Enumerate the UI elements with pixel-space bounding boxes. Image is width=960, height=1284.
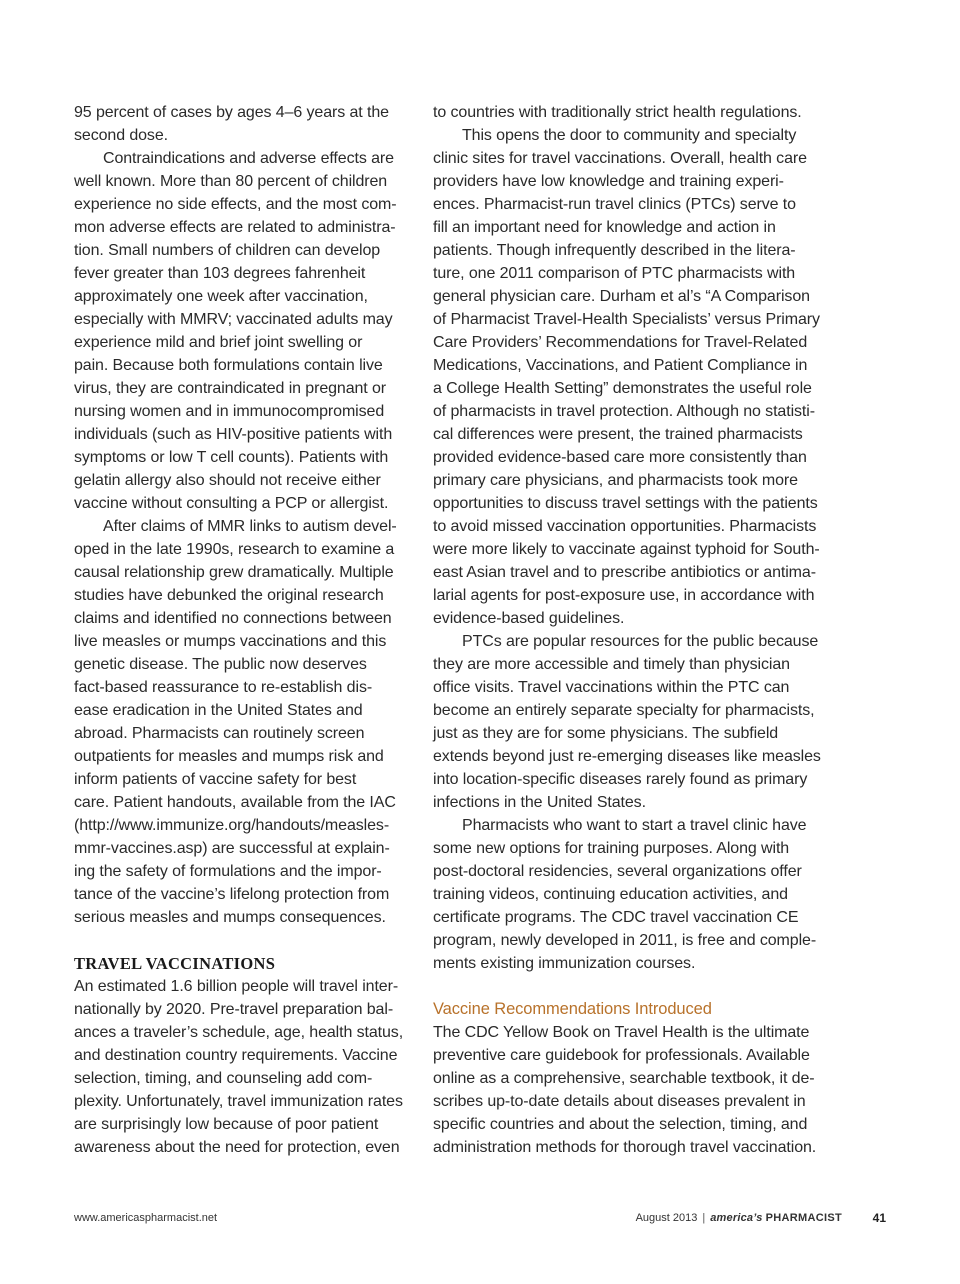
paragraph-line: After claims of MMR links to autism devel- (103, 518, 397, 535)
paragraph-line: program, newly developed in 2011, is free and comple- (433, 932, 817, 949)
paragraph-line: of pharmacists in travel protection. Although no statisti- (433, 403, 815, 420)
paragraph-line: ences. Pharmacist-run travel clinics (PTCs) serve to (433, 196, 796, 213)
paragraph-line: of Pharmacist Travel-Health Specialists’ versus Primary (433, 311, 820, 328)
page-number: 41 (872, 1211, 886, 1225)
paragraph-line: ease eradication in the United States and (74, 702, 363, 719)
right-column (433, 101, 843, 1159)
paragraph-line: mon adverse effects are related to administra- (74, 219, 396, 236)
footer-date: August 2013 (635, 1212, 698, 1224)
paragraph-line: tance of the vaccine’s lifelong protection from (74, 886, 390, 903)
paragraph-line: Medications, Vaccinations, and Patient Compliance in (433, 357, 808, 374)
paragraph-line: extends beyond just re-emerging diseases like measles (433, 748, 821, 765)
paragraph-line: inform patients of vaccine safety for best (74, 771, 357, 788)
paragraph-line: live measles or mumps vaccinations and this (74, 633, 387, 650)
paragraph-line: certificate programs. The CDC travel vaccination CE (433, 909, 799, 926)
paragraph-line: training videos, continuing education activities, and (433, 886, 788, 903)
footer-website: www.americaspharmacist.net (74, 1212, 218, 1224)
paragraph-line: become an entirely separate specialty for pharmacists, (433, 702, 815, 719)
paragraph-line: ing the safety of formulations and the impor- (74, 863, 382, 880)
paragraph-line: just as they are for some physicians. The subfield (433, 725, 779, 742)
paragraph-line: opportunities to discuss travel settings with the patients (433, 495, 818, 512)
paragraph-line: gelatin allergy also should not receive either (74, 472, 381, 489)
paragraph-line: nationally by 2020. Pre-travel preparation bal- (74, 1001, 394, 1018)
paragraph-line: experience mild and brief joint swelling or (74, 334, 363, 351)
paragraph-line: vaccine without consulting a PCP or allergist. (74, 495, 389, 512)
page-footer (74, 1210, 842, 1228)
paragraph-line: causal relationship grew dramatically. Multiple (74, 564, 394, 581)
paragraph-line: serious measles and mumps consequences. (74, 909, 386, 926)
paragraph-line: fever greater than 103 degrees fahrenheit (74, 265, 366, 282)
paragraph-line: Pharmacists who want to start a travel clinic have (462, 817, 807, 834)
paragraph-line: post-doctoral residencies, several organizations offer (433, 863, 802, 880)
paragraph-line: individuals (such as HIV-positive patients with (74, 426, 393, 443)
paragraph-line: Care Providers’ Recommendations for Travel-Related (433, 334, 808, 351)
paragraph-line: selection, timing, and counseling add com- (74, 1070, 373, 1087)
paragraph-line: specific countries and about the selection, timing, and (433, 1116, 808, 1133)
footer-separator: | (702, 1212, 706, 1224)
footer-brand-name: PHARMACIST (765, 1212, 842, 1224)
paragraph-line: awareness about the need for protection, even (74, 1139, 400, 1156)
paragraph-line: they are more accessible and timely than physician (433, 656, 790, 673)
paragraph-line: care. Patient handouts, available from the IAC (74, 794, 396, 811)
paragraph-line: primary care physicians, and pharmacists took more (433, 472, 798, 489)
paragraph-line: patients. Though infrequently described in the litera- (433, 242, 796, 259)
paragraph-line: ments existing immunization courses. (433, 955, 696, 972)
paragraph-line: pain. Because both formulations contain live (74, 357, 383, 374)
paragraph-line: to countries with traditionally strict health regulations. (433, 104, 802, 121)
paragraph-line: outpatients for measles and mumps risk and (74, 748, 384, 765)
paragraph-line: online as a comprehensive, searchable textbook, it de- (433, 1070, 815, 1087)
paragraph-line: some new options for training purposes. Along with (433, 840, 790, 857)
paragraph-line: are surprisingly low because of poor patient (74, 1116, 379, 1133)
paragraph-line: symptoms or low T cell counts). Patients with (74, 449, 389, 466)
paragraph-line: approximately one week after vaccination, (74, 288, 368, 305)
paragraph-line: general physician care. Durham et al’s “A Comparison (433, 288, 810, 305)
paragraph-line: tion. Small numbers of children can develop (74, 242, 381, 259)
paragraph-line: well known. More than 80 percent of children (74, 173, 388, 190)
paragraph-line: An estimated 1.6 billion people will travel inter- (74, 978, 399, 995)
paragraph-line: scribes up-to-date details about diseases prevalent in (433, 1093, 806, 1110)
paragraph-line: experience no side effects, and the most com- (74, 196, 397, 213)
spacer (74, 929, 419, 952)
paragraph-line: clinic sites for travel vaccinations. Overall, health care (433, 150, 807, 167)
paragraph-line: especially with MMRV; vaccinated adults may (74, 311, 393, 328)
paragraph-line: office visits. Travel vaccinations within the PTC can (433, 679, 790, 696)
paragraph-line: oped in the late 1990s, research to examine a (74, 541, 395, 558)
paragraph-line: infections in the United States. (433, 794, 646, 811)
subsection-heading: Vaccine Recommendations Introduced (433, 1000, 712, 1018)
paragraph-line: provided evidence-based care more consistently than (433, 449, 807, 466)
paragraph-line: (http://www.immunize.org/handouts/measles- (74, 817, 390, 834)
paragraph-line: to avoid missed vaccination opportunities. Pharmacists (433, 518, 817, 535)
paragraph-line: fill an important need for knowledge and action in (433, 219, 776, 236)
paragraph-line: were more likely to vaccinate against typhoid for South- (433, 541, 820, 558)
paragraph-line: fact-based reassurance to re-establish dis- (74, 679, 373, 696)
paragraph-line: east Asian travel and to prescribe antibiotics or antima- (433, 564, 816, 581)
spacer (433, 975, 843, 998)
paragraph-line: administration methods for thorough travel vaccination. (433, 1139, 817, 1156)
paragraph-line: mmr-vaccines.asp) are successful at explain- (74, 840, 390, 857)
paragraph-line: 95 percent of cases by ages 4–6 years at the (74, 104, 389, 121)
paragraph-line: ances a traveler’s schedule, age, health status, (74, 1024, 404, 1041)
paragraph-line: into location-specific diseases rarely found as primary (433, 771, 808, 788)
paragraph-line: ture, one 2011 comparison of PTC pharmacists with (433, 265, 796, 282)
paragraph-line: plexity. Unfortunately, travel immunization rates (74, 1093, 403, 1110)
paragraph-line: nursing women and in immunocompromised (74, 403, 385, 420)
footer-issue-info (636, 1212, 842, 1224)
paragraph-line: preventive care guidebook for professionals. Available (433, 1047, 810, 1064)
paragraph-line: evidence-based guidelines. (433, 610, 625, 627)
paragraph-line: The CDC Yellow Book on Travel Health is the ultimate (433, 1024, 810, 1041)
paragraph-line: virus, they are contraindicated in pregnant or (74, 380, 387, 397)
paragraph-line: genetic disease. The public now deserves (74, 656, 367, 673)
paragraph-line: Contraindications and adverse effects are (103, 150, 394, 167)
paragraph-line: a College Health Setting” demonstrates the useful role (433, 380, 812, 397)
left-column (74, 101, 419, 1159)
paragraph-line: and destination country requirements. Vaccine (74, 1047, 398, 1064)
paragraph-line: This opens the door to community and specialty (462, 127, 797, 144)
paragraph-line: claims and identified no connections between (74, 610, 392, 627)
section-heading: TRAVEL VACCINATIONS (74, 954, 276, 973)
paragraph-line: cal differences were present, the trained pharmacists (433, 426, 803, 443)
paragraph-line: providers have low knowledge and training experi- (433, 173, 784, 190)
paragraph-line: PTCs are popular resources for the public because (462, 633, 819, 650)
paragraph-line: studies have debunked the original research (74, 587, 384, 604)
paragraph-line: abroad. Pharmacists can routinely screen (74, 725, 365, 742)
paragraph-line: larial agents for post-exposure use, in accordance with (433, 587, 815, 604)
paragraph-line: second dose. (74, 127, 168, 144)
footer-brand-prefix: america’s (710, 1212, 763, 1224)
